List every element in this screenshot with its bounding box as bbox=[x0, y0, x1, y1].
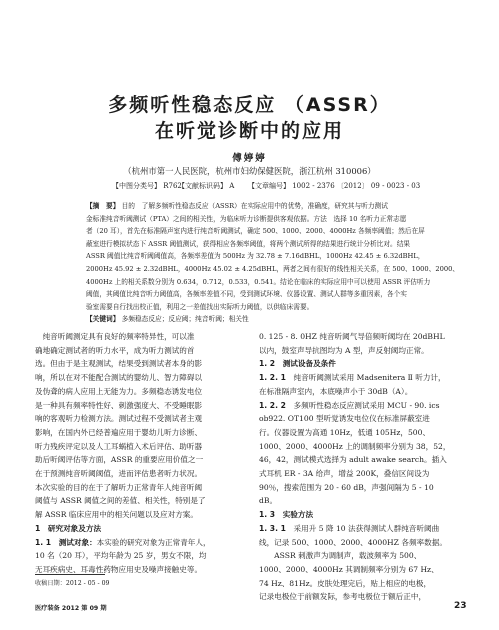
subsection-heading-1-3-1: 1. 3. 1 bbox=[259, 523, 286, 533]
body-line: 90％，搜索范围为 20 - 60 dB，声强间隔为 5 - 10 bbox=[259, 482, 434, 492]
abstract-label: 【摘 要】 bbox=[86, 202, 120, 210]
body-line: 影响，在国内外已经普遍应用于婴幼儿听力诊断、 bbox=[35, 427, 203, 437]
abstract-line: 金标准纯音听阈测试（PTA）之间的相关性，为临床听力诊断提供客观依据。方法 选择 10 名听力正常志愿 bbox=[86, 214, 407, 223]
clc-number: 【中图分类号】 R762 bbox=[112, 182, 182, 190]
subsection-heading-1-2-1: 1. 2. 1 bbox=[259, 373, 286, 383]
subsection-heading-1-1: 1. 1 测试对象： bbox=[35, 537, 97, 547]
title-line-2: 在听觉诊断中的应用 bbox=[154, 120, 344, 142]
body-line: ob922. OT100 型听觉诱发电位仪在标准屏蔽室进 bbox=[259, 414, 430, 424]
body-line: 1. 1 测试对象：本实验的研究对象为正常青年人， bbox=[35, 537, 211, 547]
body-line: 纯音听阈测定具有良好的频率特异性，可以准 bbox=[42, 332, 195, 341]
body-line: 线，记录 500、1000、2000、4000HZ 各频率数据。 bbox=[259, 537, 447, 547]
left-column bbox=[35, 330, 245, 577]
abstract-line: 者（20 耳），首先在标准隔声室内进行纯音听阈测试，确定 500、1000、2000、4000Hz 各频率阈值；然后在屏 bbox=[86, 227, 425, 236]
body-line: 式耳机 ER - 3A 给声，增益 200K，叠信区间设为 bbox=[259, 469, 430, 479]
abstract bbox=[86, 200, 460, 326]
abstract-line: 验室需要自行找出校正值，利用之一差值找出实际听力阈值，以供临床需要。 bbox=[86, 302, 314, 311]
body-line: 在于预测纯音听阈阈值，进而评估患者听力状况。 bbox=[35, 469, 203, 479]
body-line: 选。但由于是主观测试，结果受到测试者本身的影 bbox=[35, 359, 203, 369]
body-line: 响，所以在对不能配合测试的婴幼儿、智力障碍以 bbox=[35, 373, 203, 383]
footnote-divider bbox=[35, 574, 105, 575]
subsection-heading-1-2-2: 1. 2. 2 bbox=[259, 400, 286, 410]
body-line: 阈值与 ASSR 阈值之间的差值、相关性，特别是了 bbox=[35, 496, 206, 506]
right-column bbox=[259, 330, 467, 604]
body-line: 行。仪器设置为高通 10Hz，低通 105Hz，500、 bbox=[259, 427, 431, 437]
body-line: 46，42，测试模式选择为 adult awake search。插入 bbox=[259, 455, 447, 465]
body-line: 听力残疾评定以及人工耳蜗植入术后评估、助听器 bbox=[35, 441, 203, 451]
body-line: 以内，鼓室声导抗图均为 A 型，声反射阈均正常。 bbox=[259, 345, 429, 355]
abstract-line: 4000Hz 上的相关系数分别为 0.634，0.712，0.533，0.541。结论在临床的实际应用中可以使用 ASSR 评估听力 bbox=[86, 277, 431, 286]
affiliation: （杭州市第一人民医院，杭州市妇幼保健医院，浙江杭州 310006） bbox=[123, 166, 376, 176]
body-line: 1. 2. 1 纯音听阈测试采用 Madsenitera Ⅱ 听力计， bbox=[259, 373, 446, 383]
body-line: dB。 bbox=[259, 496, 278, 506]
keywords-line bbox=[86, 313, 416, 326]
journal-footer: 医疗装备 2012 第 09 期 bbox=[35, 605, 107, 612]
body-line: 10 名（20 耳），平均年龄为 25 岁，男女不限，均 bbox=[35, 551, 207, 561]
subsection-heading-1-3: 1. 3 实验方法 bbox=[259, 510, 314, 520]
keywords-label: 【关键词】 bbox=[86, 315, 120, 324]
article-id: 【文章编号】 1002 - 2376 〔2012〕 09 - 0023 - 03 bbox=[248, 182, 421, 190]
body-line: 解 ASSR 临床应用中的相关问题以及应对方案。 bbox=[35, 510, 198, 520]
abstract-line: ASSR 阈值比纯音听阈阈值高，各频率差值为 500Hz 为 32.78 ± 7.16dBHL，1000Hz 42.45 ± 6.32dBHL， bbox=[86, 252, 425, 261]
author: 傅婷婷 bbox=[232, 153, 267, 164]
body-line: 1. 3. 1 采用升 5 降 10 法获得测试人群纯音听阈曲 bbox=[259, 523, 440, 533]
title-line-1: 多频听性稳态反应 （ASSR） bbox=[108, 94, 391, 116]
body-line: 无耳疾病史、耳毒性药物应用史及噪声接触史等。 bbox=[35, 564, 203, 574]
keywords-text: 多频稳态反应；反应阈；纯音听阈；相关性 bbox=[121, 315, 249, 324]
abstract-line: 阈值，其阈值比纯音听力阈值高，各频率差值不同，受到测试环境、仪器设置、测试人群等多重因素，各个实 bbox=[86, 290, 407, 299]
body-line: 在标准隔声室内，本底噪声小于 30dB（A）。 bbox=[259, 386, 413, 396]
document-code: 【文献标识码】 A bbox=[178, 182, 235, 190]
body-line: 及伪聋的病人应用上无能为力。多频稳态诱发电位 bbox=[35, 386, 203, 396]
body-line: 74 Hz、81Hz。皮肤处理完后，贴上相应的电极， bbox=[259, 578, 432, 588]
section-heading-1: 1 研究对象及方法 bbox=[35, 523, 102, 533]
body-line: 确地确定测试者的听力水平，成为听力测试的首 bbox=[35, 345, 195, 355]
abstract-line: 蔽室进行模拟状态下 ASSR 阈值测试，获得相应各频率阈值，将两个测试所得的结果进行统计分析比对。结果 bbox=[86, 239, 411, 248]
body-line: 助后听阈评估等方面，ASSR 的重要应用价值之一 bbox=[35, 455, 204, 465]
body-line: 1000、2000、4000Hz 其调制频率分别为 67 Hz、 bbox=[259, 564, 439, 574]
body-line: 本次实验的目的在于了解听力正常青年人纯音听阈 bbox=[35, 482, 203, 492]
body-line: 1. 2. 2 多频听性稳态反应测试采用 MCU - 90. ics bbox=[259, 400, 440, 410]
page-number: 23 bbox=[454, 601, 467, 611]
abstract-line: 【摘 要】 目的 了解多频听性稳态反应（ASSR）在实际应用中的优势，准确度，研究其与听力测试 bbox=[86, 202, 388, 210]
received-date: 收稿日期：2012 - 05 - 09 bbox=[35, 580, 110, 587]
body-line: 0. 125 - 8. 0HZ 纯音听阈气导倍频听阈均在 20dBHL bbox=[259, 332, 445, 341]
body-line: 1000、2000、4000Hz 上的调制频率分别为 38，52， bbox=[259, 441, 451, 451]
body-line: ASSR 刺激声为调制声，载波频率为 500、 bbox=[259, 551, 422, 561]
body-line: 记录电极位于前额发际，参考电极位于额后正中， bbox=[259, 592, 427, 602]
subsection-heading-1-2: 1. 2 测试设备及条件 bbox=[259, 359, 336, 369]
abstract-line: 2000Hz 45.92 ± 2.32dBHL，4000Hz 45.02 ± 4.25dBHL，两者之间有很好的线性相关关系，在 500、1000、2000、 bbox=[86, 264, 460, 273]
body-line: 是一种具有频率特性好、刺激强度大、不受睡眠影 bbox=[35, 400, 203, 410]
body-line: 响的客观听力检测方法。测试过程不受测试者主观 bbox=[35, 414, 203, 424]
